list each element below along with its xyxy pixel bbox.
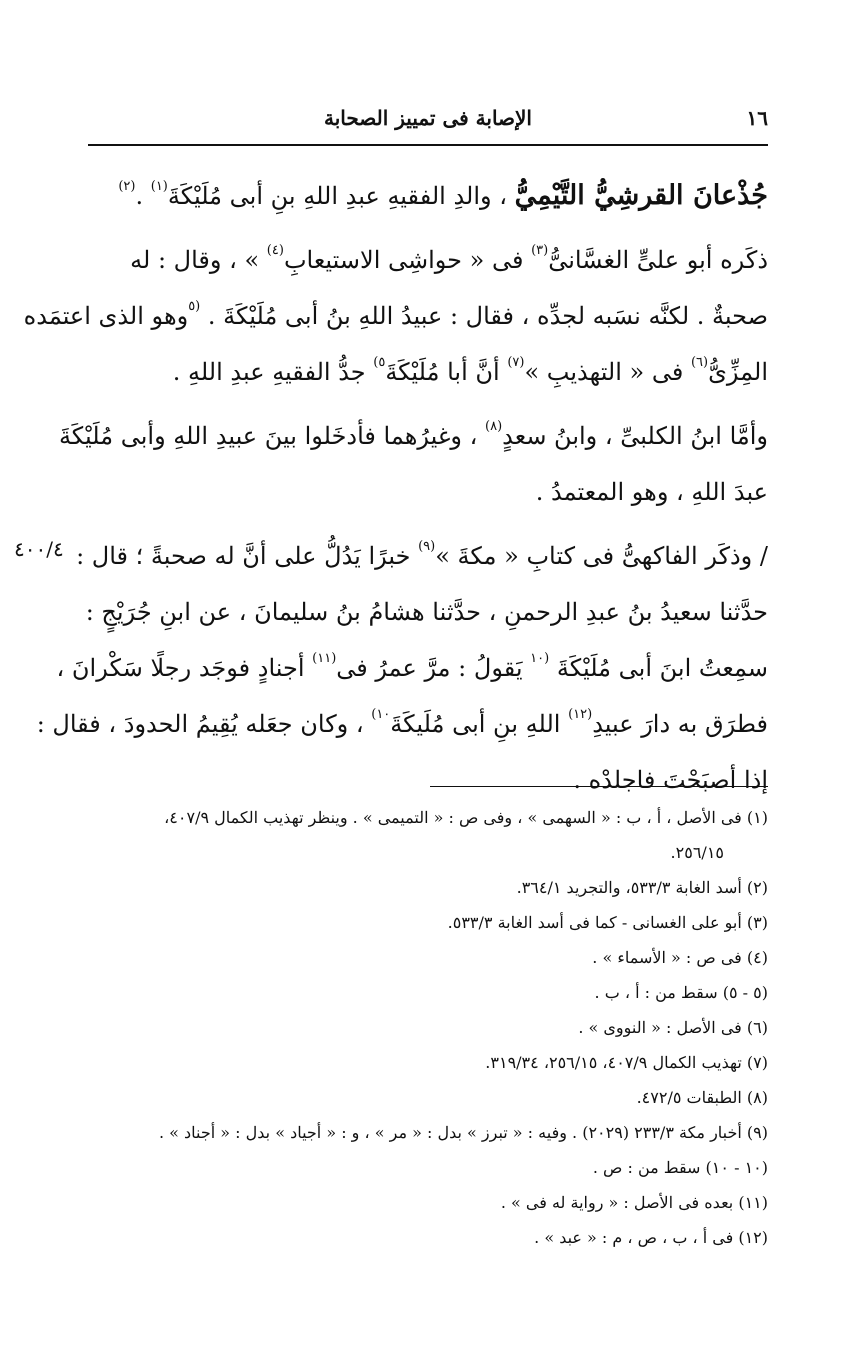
text-line xyxy=(88,232,768,288)
text-line xyxy=(88,344,768,400)
footnote: (٤) فى ص : « الأسماء » . xyxy=(592,948,768,967)
text-segment: إذا أصبَحْتَ فاجلدْه . xyxy=(573,766,768,794)
footnote: (١٠ - ١٠) سقط من : ص . xyxy=(592,1158,768,1177)
text-line xyxy=(85,584,768,640)
footnote-marker: ١٠) xyxy=(371,707,391,722)
text-line xyxy=(36,696,768,752)
margin-reference: ٤٠٠/٤ xyxy=(14,537,64,561)
text-segment: فطرَق به دارَ عبيدِ xyxy=(592,710,768,738)
footnote: (٩) أخبار مكة ٢٣٣/٣ (٢٠٢٩) . وفيه : « تبرز » بدل : « مر » ، و : « أجياد » بدل : « أجناد » . xyxy=(158,1123,768,1142)
page-header xyxy=(88,102,768,138)
text-segment: / وذكَر الفاكهىُّ فى كتابِ « مكةَ » xyxy=(435,542,768,570)
text-line xyxy=(88,168,768,224)
page-number: ١٦ xyxy=(746,106,768,130)
text-line xyxy=(76,528,768,584)
footnotes xyxy=(88,800,768,1255)
text-segment: أنَّ أبا مُلَيْكَةَ xyxy=(385,358,508,386)
footnote: (٣) أبو على الغسانى - كما فى أسد الغابة ٥٣٣/٣. xyxy=(447,913,768,932)
text-segment: اللهِ بنِ أبى مُلَيكَةَ xyxy=(390,710,569,738)
paragraph xyxy=(88,168,768,224)
footnote-marker: (٣) xyxy=(531,243,549,258)
footnote: (٨) الطبقات ٤٧٢/٥. xyxy=(636,1088,768,1107)
paragraph xyxy=(23,232,768,400)
footnote: (٥ - ٥) سقط من : أ ، ب . xyxy=(594,983,768,1002)
footnote-marker: (٨) xyxy=(485,419,503,434)
footnote-marker: (٧) xyxy=(507,355,525,370)
footnote: (٧) تهذيب الكمال ٤٠٧/٩، ٢٥٦/١٥، ٣١٩/٣٤. xyxy=(485,1053,768,1072)
footnote: (١) فى الأصل ، أ ، ب : « السهمى » ، وفى ص : « التميمى » . وينظر تهذيب الكمال ٤٠٧/٩، xyxy=(164,808,768,827)
text-line xyxy=(88,464,768,520)
text-segment: ، والدِ الفقيهِ عبدِ اللهِ بنِ أبى مُلَيْكَةَ xyxy=(167,182,515,210)
text-segment: سمِعتُ ابنَ أبى مُلَيْكَةَ xyxy=(549,654,768,682)
entry-heading: جُذْعانَ القرشِيُّ التَّيْمِيُّ xyxy=(514,180,768,211)
footnote: (١٢) فى أ ، ب ، ص ، م : « عبد » . xyxy=(534,1228,768,1247)
text-segment: وأمَّا ابنُ الكلبىِّ ، وابنُ سعدٍ xyxy=(502,422,768,450)
footnote-marker: (٦) xyxy=(690,355,709,370)
text-line xyxy=(58,408,768,464)
text-segment: وهو الذى اعتمَده xyxy=(23,302,189,330)
text-segment: خبرًا يَدُلُّ على أنَّ له صحبةً ؛ قال : xyxy=(76,542,419,570)
text-segment: المِزِّىُّ xyxy=(708,358,768,386)
text-segment: يَقولُ : مرَّ عمرُ فى xyxy=(336,654,531,682)
text-line xyxy=(23,288,768,344)
text-segment: جدُّ الفقيهِ عبدِ اللهِ . xyxy=(172,358,374,386)
paragraph xyxy=(58,408,768,520)
text-segment: عبدَ اللهِ ، وهو المعتمدُ . xyxy=(535,478,768,506)
text-segment: . xyxy=(135,182,151,210)
text-segment: أجنادٍ فوجَد رجلًا سَكْرانَ ، xyxy=(56,654,313,682)
footnote-marker: (١١) xyxy=(312,651,337,666)
footnote-marker: (٤) xyxy=(266,243,284,258)
footnote: (٢) أسد الغابة ٥٣٣/٣، والتجريد ٣٦٤/١. xyxy=(516,878,768,897)
footnote: (٦) فى الأصل : « النووى » . xyxy=(578,1018,768,1037)
footnote-marker: (٢) xyxy=(118,179,136,194)
footnote-marker: ٥) xyxy=(373,355,386,370)
text-segment: » ، وقال : له xyxy=(130,246,267,274)
text-segment: ، وغيرُهما فأدخَلوا بينَ عبيدِ اللهِ وأبى مُلَيْكَةَ xyxy=(58,422,485,450)
text-segment: ، وكان جعَله يُقِيمُ الحدودَ ، فقال : xyxy=(36,710,372,738)
header-rule xyxy=(88,144,768,146)
text-segment: ذكَره أبو علىٍّ الغسَّانىُّ xyxy=(548,246,768,274)
text-segment: فى « حواشِى الاستيعابِ xyxy=(283,246,532,274)
text-segment: فى « التهذيبِ » xyxy=(524,358,691,386)
running-title: الإصابة فى تمييز الصحابة xyxy=(324,106,532,130)
footnote: ٢٥٦/١٥. xyxy=(670,843,724,862)
footnote-marker: (١) xyxy=(150,179,168,194)
footnote-marker: (٥ xyxy=(188,299,201,314)
text-segment: صحبةٌ . لكنَّه نسَبه لجدِّه ، فقال : عبيدُ اللهِ بنُ أبى مُلَيْكَةَ . xyxy=(200,302,768,330)
text-segment: حدَّثنا سعيدُ بنُ عبدِ الرحمنِ ، حدَّثنا هشامُ بنُ سليمانَ ، عن ابنِ جُرَيْجٍ : xyxy=(85,598,768,626)
footnote-rule xyxy=(430,786,768,787)
footnote-marker: (٩) xyxy=(418,539,436,554)
footnote-marker: (١٢) xyxy=(568,707,593,722)
footnote: (١١) بعده فى الأصل : « رواية له فى » . xyxy=(500,1193,768,1212)
footnote-marker: (١٠ xyxy=(530,651,550,666)
text-line xyxy=(56,640,768,696)
